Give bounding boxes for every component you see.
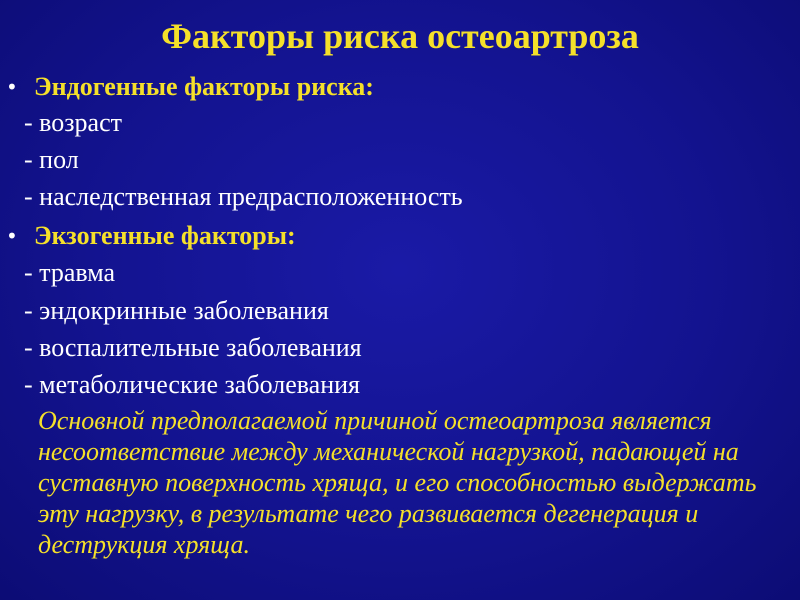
section-heading-exogenous: Экзогенные факторы: [34,221,296,250]
section-heading-endogenous: Эндогенные факторы риска: [34,72,374,101]
list-item-metabolic: - метаболические заболевания [24,370,361,399]
list-item-trauma: - травма [24,258,116,287]
list-item-inflammatory: - воспалительные заболевания [24,333,362,362]
list-item-age: - возраст [24,108,122,137]
bullet-icon: • [6,224,18,248]
section-endogenous-heading-row [6,70,374,104]
slide-title: Факторы риска остеоартроза [161,16,639,56]
conclusion-note: Основной предполагаемой причиной остеоартроза является несоответствие между механической нагрузкой, падающей на суставную поверхность хряща, и его способностью выдержать эту нагрузку, в результате чего развивается дегенерация и деструкция хряща. [38,406,757,559]
list-item-endocrine: - эндокринные заболевания [24,296,329,325]
list-item-heredity: - наследственная предрасположенность [24,182,463,211]
list-item-sex: - пол [24,145,79,174]
section-exogenous-heading-row [6,219,296,253]
bullet-icon: • [6,75,18,99]
